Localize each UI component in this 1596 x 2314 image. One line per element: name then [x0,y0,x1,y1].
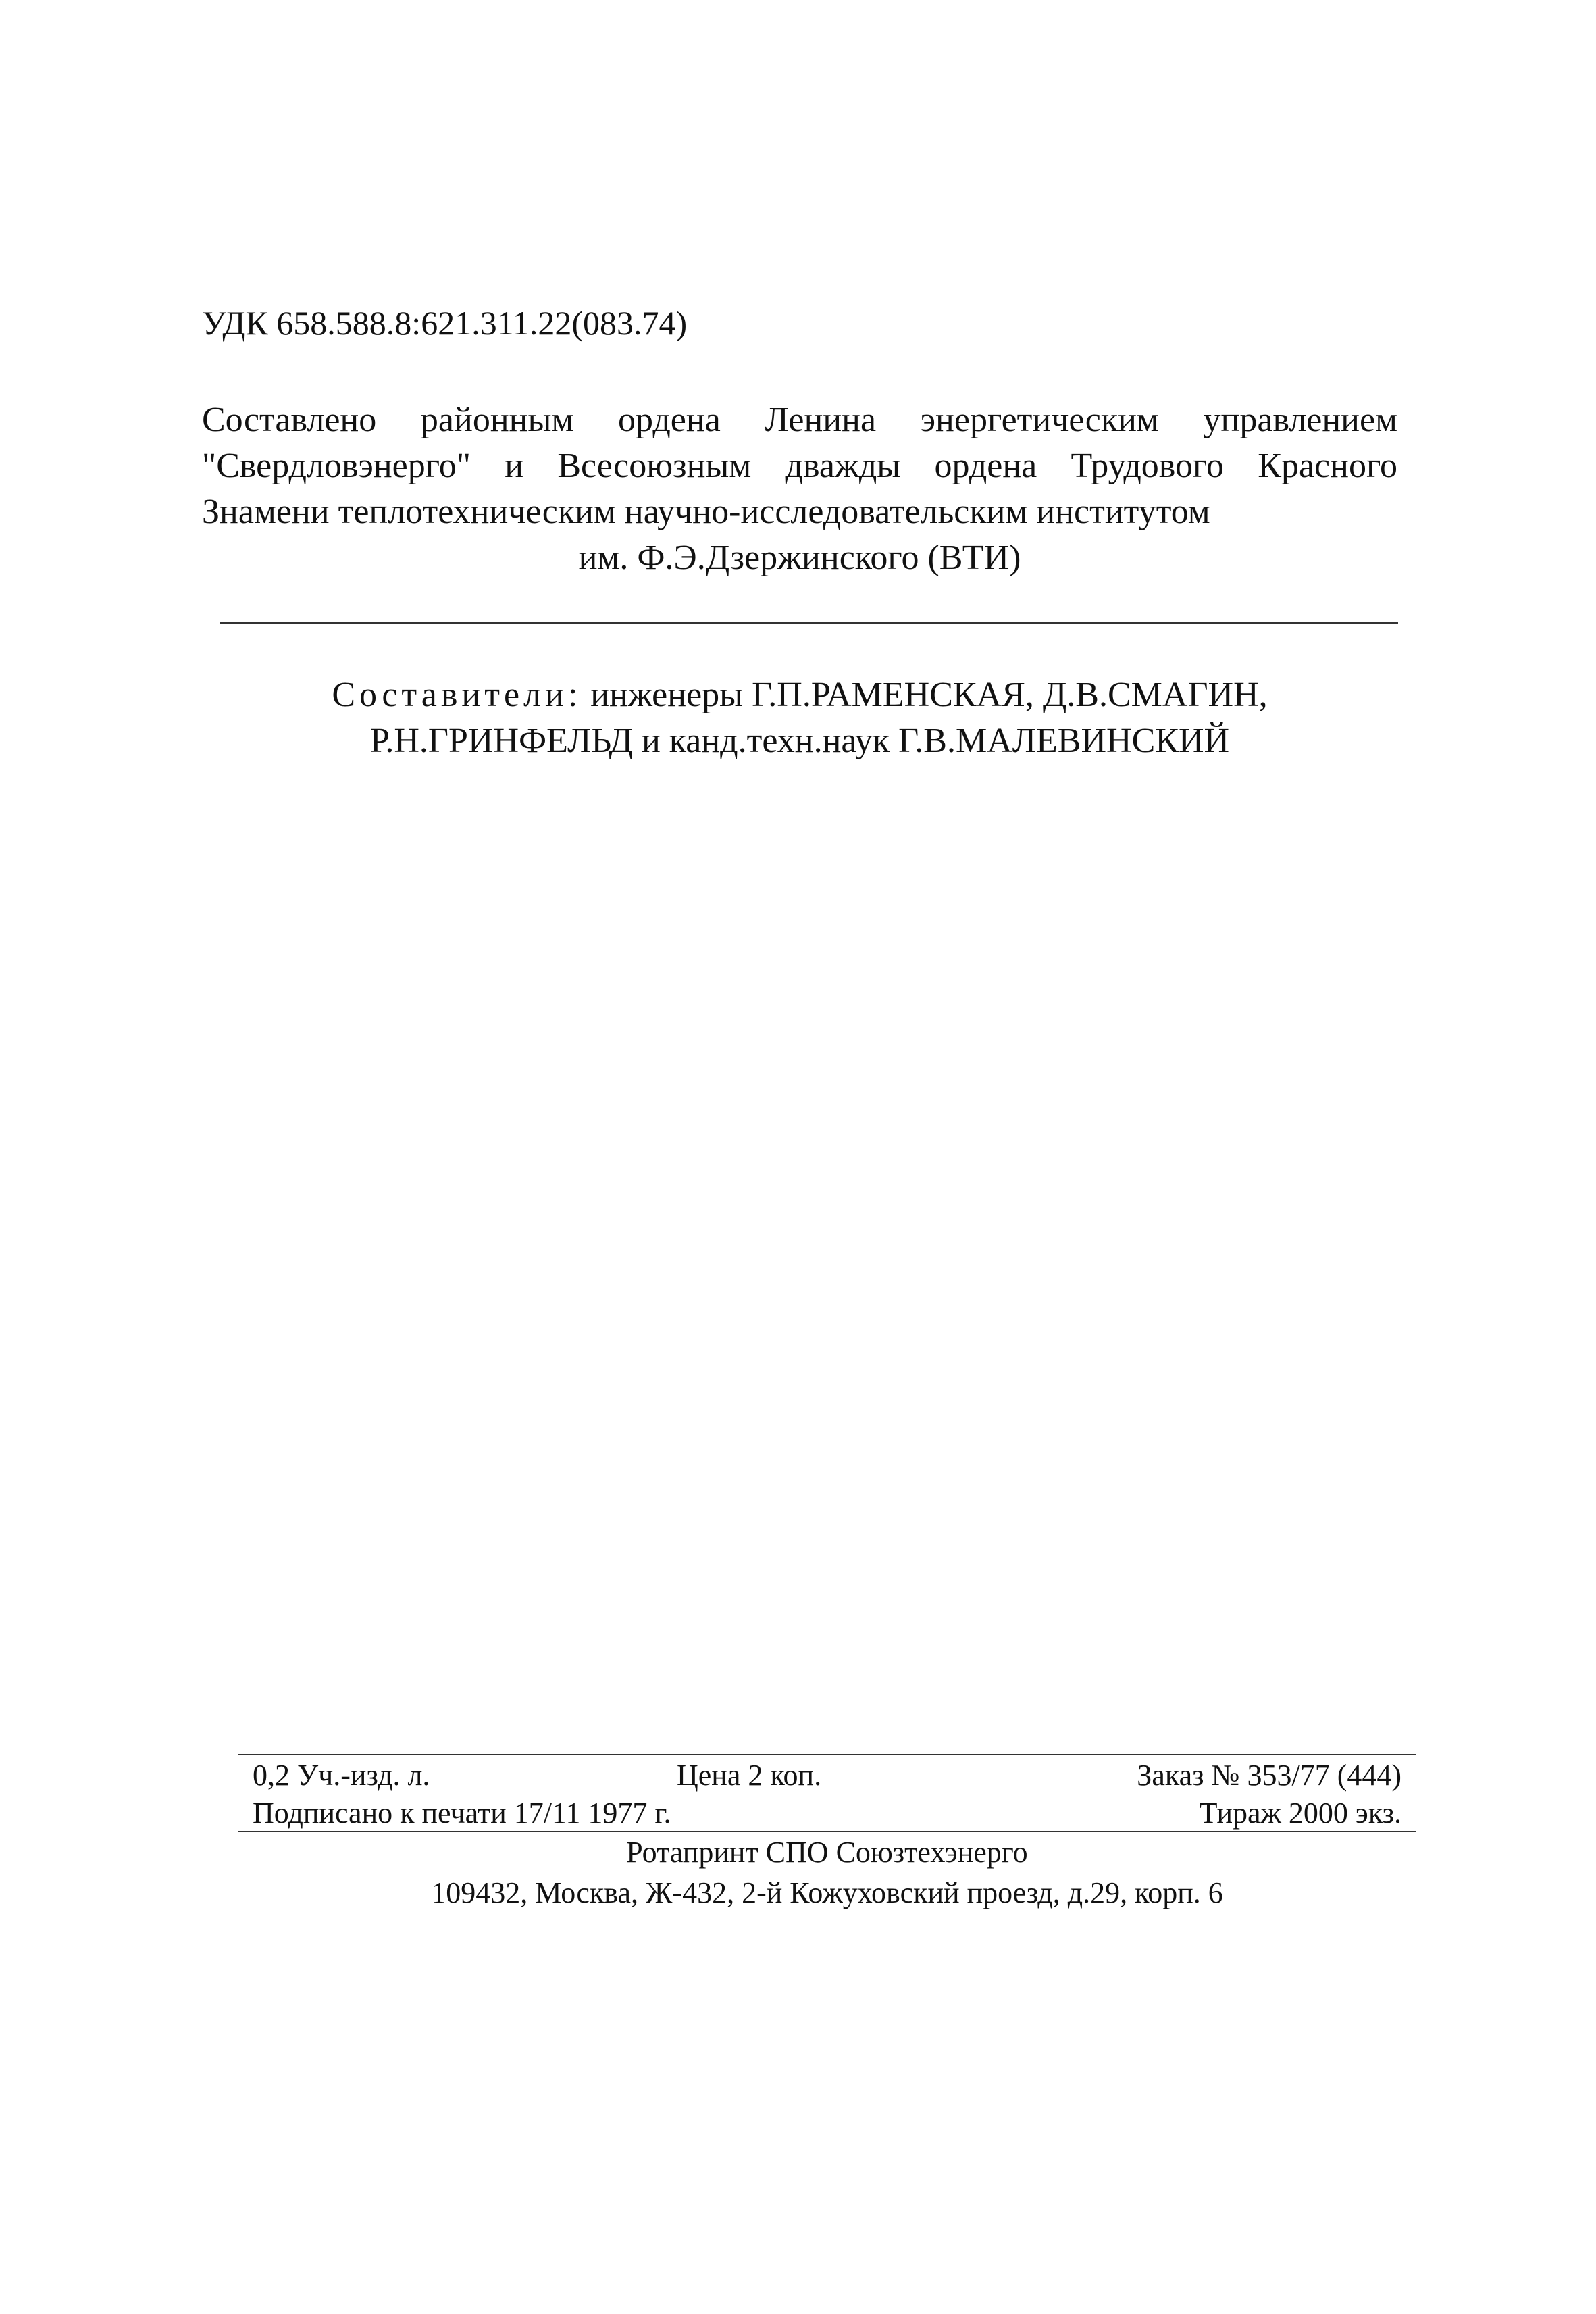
imprint-row [238,1755,1416,1793]
printer-name: Ротапринт СПО Союзтехэнерго [626,1836,1028,1869]
authors-line [202,672,1397,718]
udk-code: УДК 658.588.8:621.311.22(083.74) [202,304,688,342]
publication-volume: 0,2 Уч.-изд. л. [253,1759,430,1792]
imprint-row [238,1793,1416,1831]
compiled-by-line: им. Ф.Э.Дзержинского (ВТИ) [578,538,1021,577]
imprint-block [238,1754,1416,1913]
compiled-by-line: "Свердловэнерго" и Всесоюзным дважды ордена Трудового Красного [202,447,1397,485]
authors-line: Р.Н.ГРИНФЕЛЬД и канд.техн.наук Г.В.МАЛЕВИНСКИЙ [369,722,1230,760]
authors-names: инженеры Г.П.РАМЕНСКАЯ, Д.В.СМАГИН, [582,676,1268,714]
authors-block [202,672,1397,764]
compiled-by-line: Составлено районным ордена Ленина энергетическим управлением [202,401,1397,439]
circulation: Тираж 2000 экз. [1199,1796,1401,1830]
printer-address: 109432, Москва, Ж-432, 2-й Кожуховский проезд, д.29, корп. 6 [431,1876,1223,1909]
authors-label: Составители: [332,676,582,714]
divider-line [220,622,1398,624]
compiled-by-line: Знамени теплотехническим научно-исследовательским институтом [202,493,1210,531]
compiled-by-paragraph [202,397,1397,581]
signed-for-print: Подписано к печати 17/11 1977 г. [253,1796,671,1830]
order-number: Заказ № 353/77 (444) [1137,1759,1401,1792]
price: Цена 2 коп. [677,1759,822,1792]
